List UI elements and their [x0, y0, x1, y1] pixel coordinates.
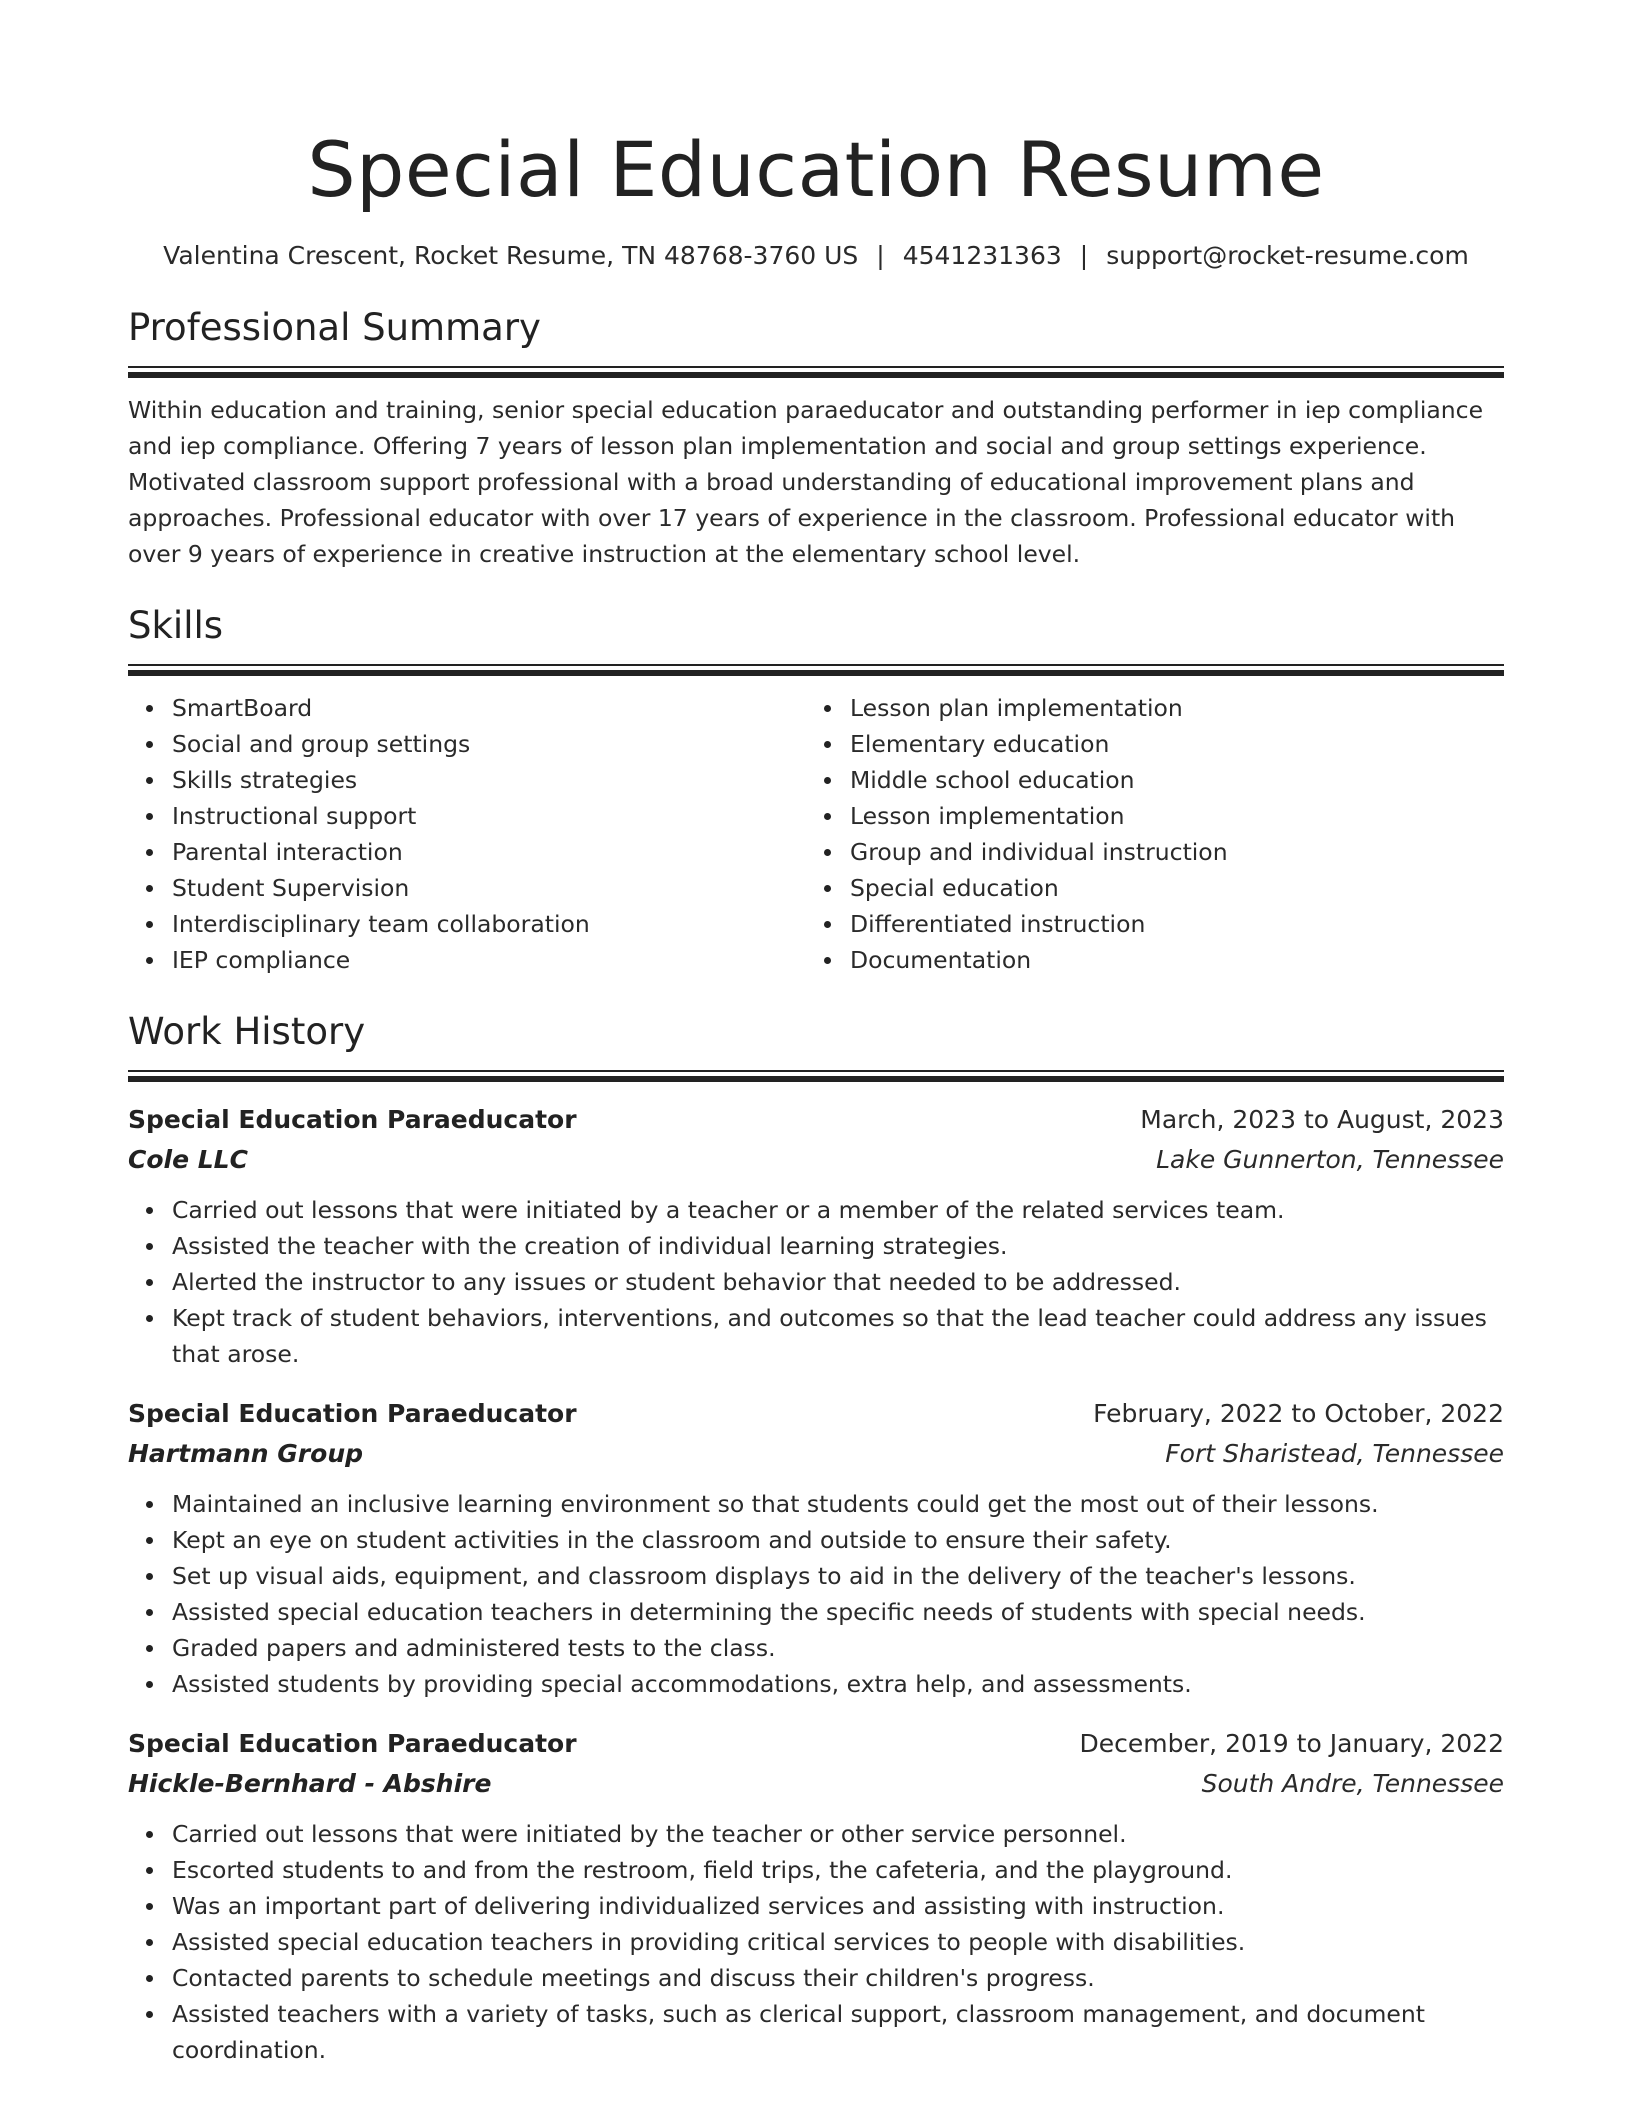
job-title: Special Education Paraeducator [128, 1399, 577, 1428]
section-divider [128, 664, 1504, 676]
job-duty: Assisted the teacher with the creation of individual learning strategies. [172, 1228, 1504, 1264]
skill-item: Lesson plan implementation [850, 690, 1504, 726]
job-duties [128, 1192, 1504, 1372]
skills-heading: Skills [128, 604, 224, 647]
summary-section [128, 302, 1504, 572]
section-divider [128, 366, 1504, 378]
skills-list-left [128, 690, 806, 978]
resume-title: Special Education Resume [307, 125, 1325, 214]
skill-item: Lesson implementation [850, 798, 1504, 834]
job-dates: February, 2022 to October, 2022 [1093, 1399, 1504, 1428]
work-history-heading: Work History [128, 1010, 366, 1053]
job-subheader [128, 1434, 1504, 1474]
job-duties [128, 1486, 1504, 1702]
job-duty: Assisted special education teachers in providing critical services to people with disabilities. [172, 1924, 1504, 1960]
summary-text: Within education and training, senior special education paraeducator and outstanding performer in iep compliance and iep compliance. Offering 7 years of lesson plan implementation and social and group settings experience. Motivated classroom support professional with a broad understanding of educational improvement plans and approaches. Professional educator with over 17 years of experience in the classroom. Professional educator with over 9 years of experience in creative instruction at the elementary school level. [128, 396, 1484, 568]
job-duty: Was an important part of delivering individualized services and assisting with instruction. [172, 1888, 1504, 1924]
job-duty: Contacted parents to schedule meetings and discuss their children's progress. [172, 1960, 1504, 1996]
work-history-section [128, 1006, 1504, 2068]
job-company: Hickle-Bernhard - Abshire [128, 1769, 492, 1798]
skill-item: Skills strategies [172, 762, 806, 798]
skill-item: Middle school education [850, 762, 1504, 798]
job-location: Lake Gunnerton, Tennessee [1156, 1145, 1504, 1174]
job-company: Hartmann Group [128, 1439, 364, 1468]
contact-phone: 4541231363 [902, 241, 1062, 270]
job-duty: Set up visual aids, equipment, and classroom displays to aid in the delivery of the teacher's lessons. [172, 1558, 1504, 1594]
skill-item: Documentation [850, 942, 1504, 978]
skill-item: Student Supervision [172, 870, 806, 906]
job-duty: Carried out lessons that were initiated by a teacher or a member of the related services team. [172, 1192, 1504, 1228]
job-duties [128, 1816, 1504, 2068]
summary-heading: Professional Summary [128, 306, 541, 349]
skills-section [128, 600, 1504, 978]
skill-item: SmartBoard [172, 690, 806, 726]
skill-item: Elementary education [850, 726, 1504, 762]
contact-email[interactable]: support@rocket-resume.com [1106, 241, 1469, 270]
contact-address: Valentina Crescent, Rocket Resume, TN 48768-3760 US [163, 241, 859, 270]
contact-separator: | [876, 241, 885, 270]
job-company: Cole LLC [128, 1145, 248, 1174]
job-header [128, 1394, 1504, 1434]
job-duty: Assisted students by providing special accommodations, extra help, and assessments. [172, 1666, 1504, 1702]
job-duty: Maintained an inclusive learning environment so that students could get the most out of their lessons. [172, 1486, 1504, 1522]
skill-item: IEP compliance [172, 942, 806, 978]
contact-line [128, 238, 1504, 274]
contact-separator: | [1079, 241, 1089, 270]
job-entry [128, 1100, 1504, 1372]
job-entry [128, 1394, 1504, 1702]
skill-item: Interdisciplinary team collaboration [172, 906, 806, 942]
skill-item: Group and individual instruction [850, 834, 1504, 870]
job-location: South Andre, Tennessee [1201, 1769, 1504, 1798]
job-duty: Kept track of student behaviors, interventions, and outcomes so that the lead teacher could address any issues that arose. [172, 1300, 1504, 1372]
job-entry [128, 1724, 1504, 2068]
skill-item: Instructional support [172, 798, 806, 834]
job-duty: Graded papers and administered tests to the class. [172, 1630, 1504, 1666]
job-subheader [128, 1140, 1504, 1180]
job-duty: Kept an eye on student activities in the classroom and outside to ensure their safety. [172, 1522, 1504, 1558]
job-duty: Escorted students to and from the restroom, field trips, the cafeteria, and the playground. [172, 1852, 1504, 1888]
job-subheader [128, 1764, 1504, 1804]
skill-item: Parental interaction [172, 834, 806, 870]
job-dates: December, 2019 to January, 2022 [1079, 1729, 1504, 1758]
skills-columns [128, 690, 1504, 978]
job-header [128, 1100, 1504, 1140]
skill-item: Special education [850, 870, 1504, 906]
job-title: Special Education Paraeducator [128, 1729, 577, 1758]
job-dates: March, 2023 to August, 2023 [1140, 1105, 1504, 1134]
job-duty: Assisted special education teachers in determining the specific needs of students with special needs. [172, 1594, 1504, 1630]
skill-item: Differentiated instruction [850, 906, 1504, 942]
skill-item: Social and group settings [172, 726, 806, 762]
job-location: Fort Sharistead, Tennessee [1165, 1439, 1504, 1468]
job-duty: Alerted the instructor to any issues or student behavior that needed to be addressed. [172, 1264, 1504, 1300]
section-divider [128, 1070, 1504, 1082]
skills-list-right [806, 690, 1504, 978]
job-title: Special Education Paraeducator [128, 1105, 577, 1134]
job-header [128, 1724, 1504, 1764]
job-duty: Carried out lessons that were initiated by the teacher or other service personnel. [172, 1816, 1504, 1852]
job-duty: Assisted teachers with a variety of tasks, such as clerical support, classroom management, and document coordination. [172, 1996, 1504, 2068]
